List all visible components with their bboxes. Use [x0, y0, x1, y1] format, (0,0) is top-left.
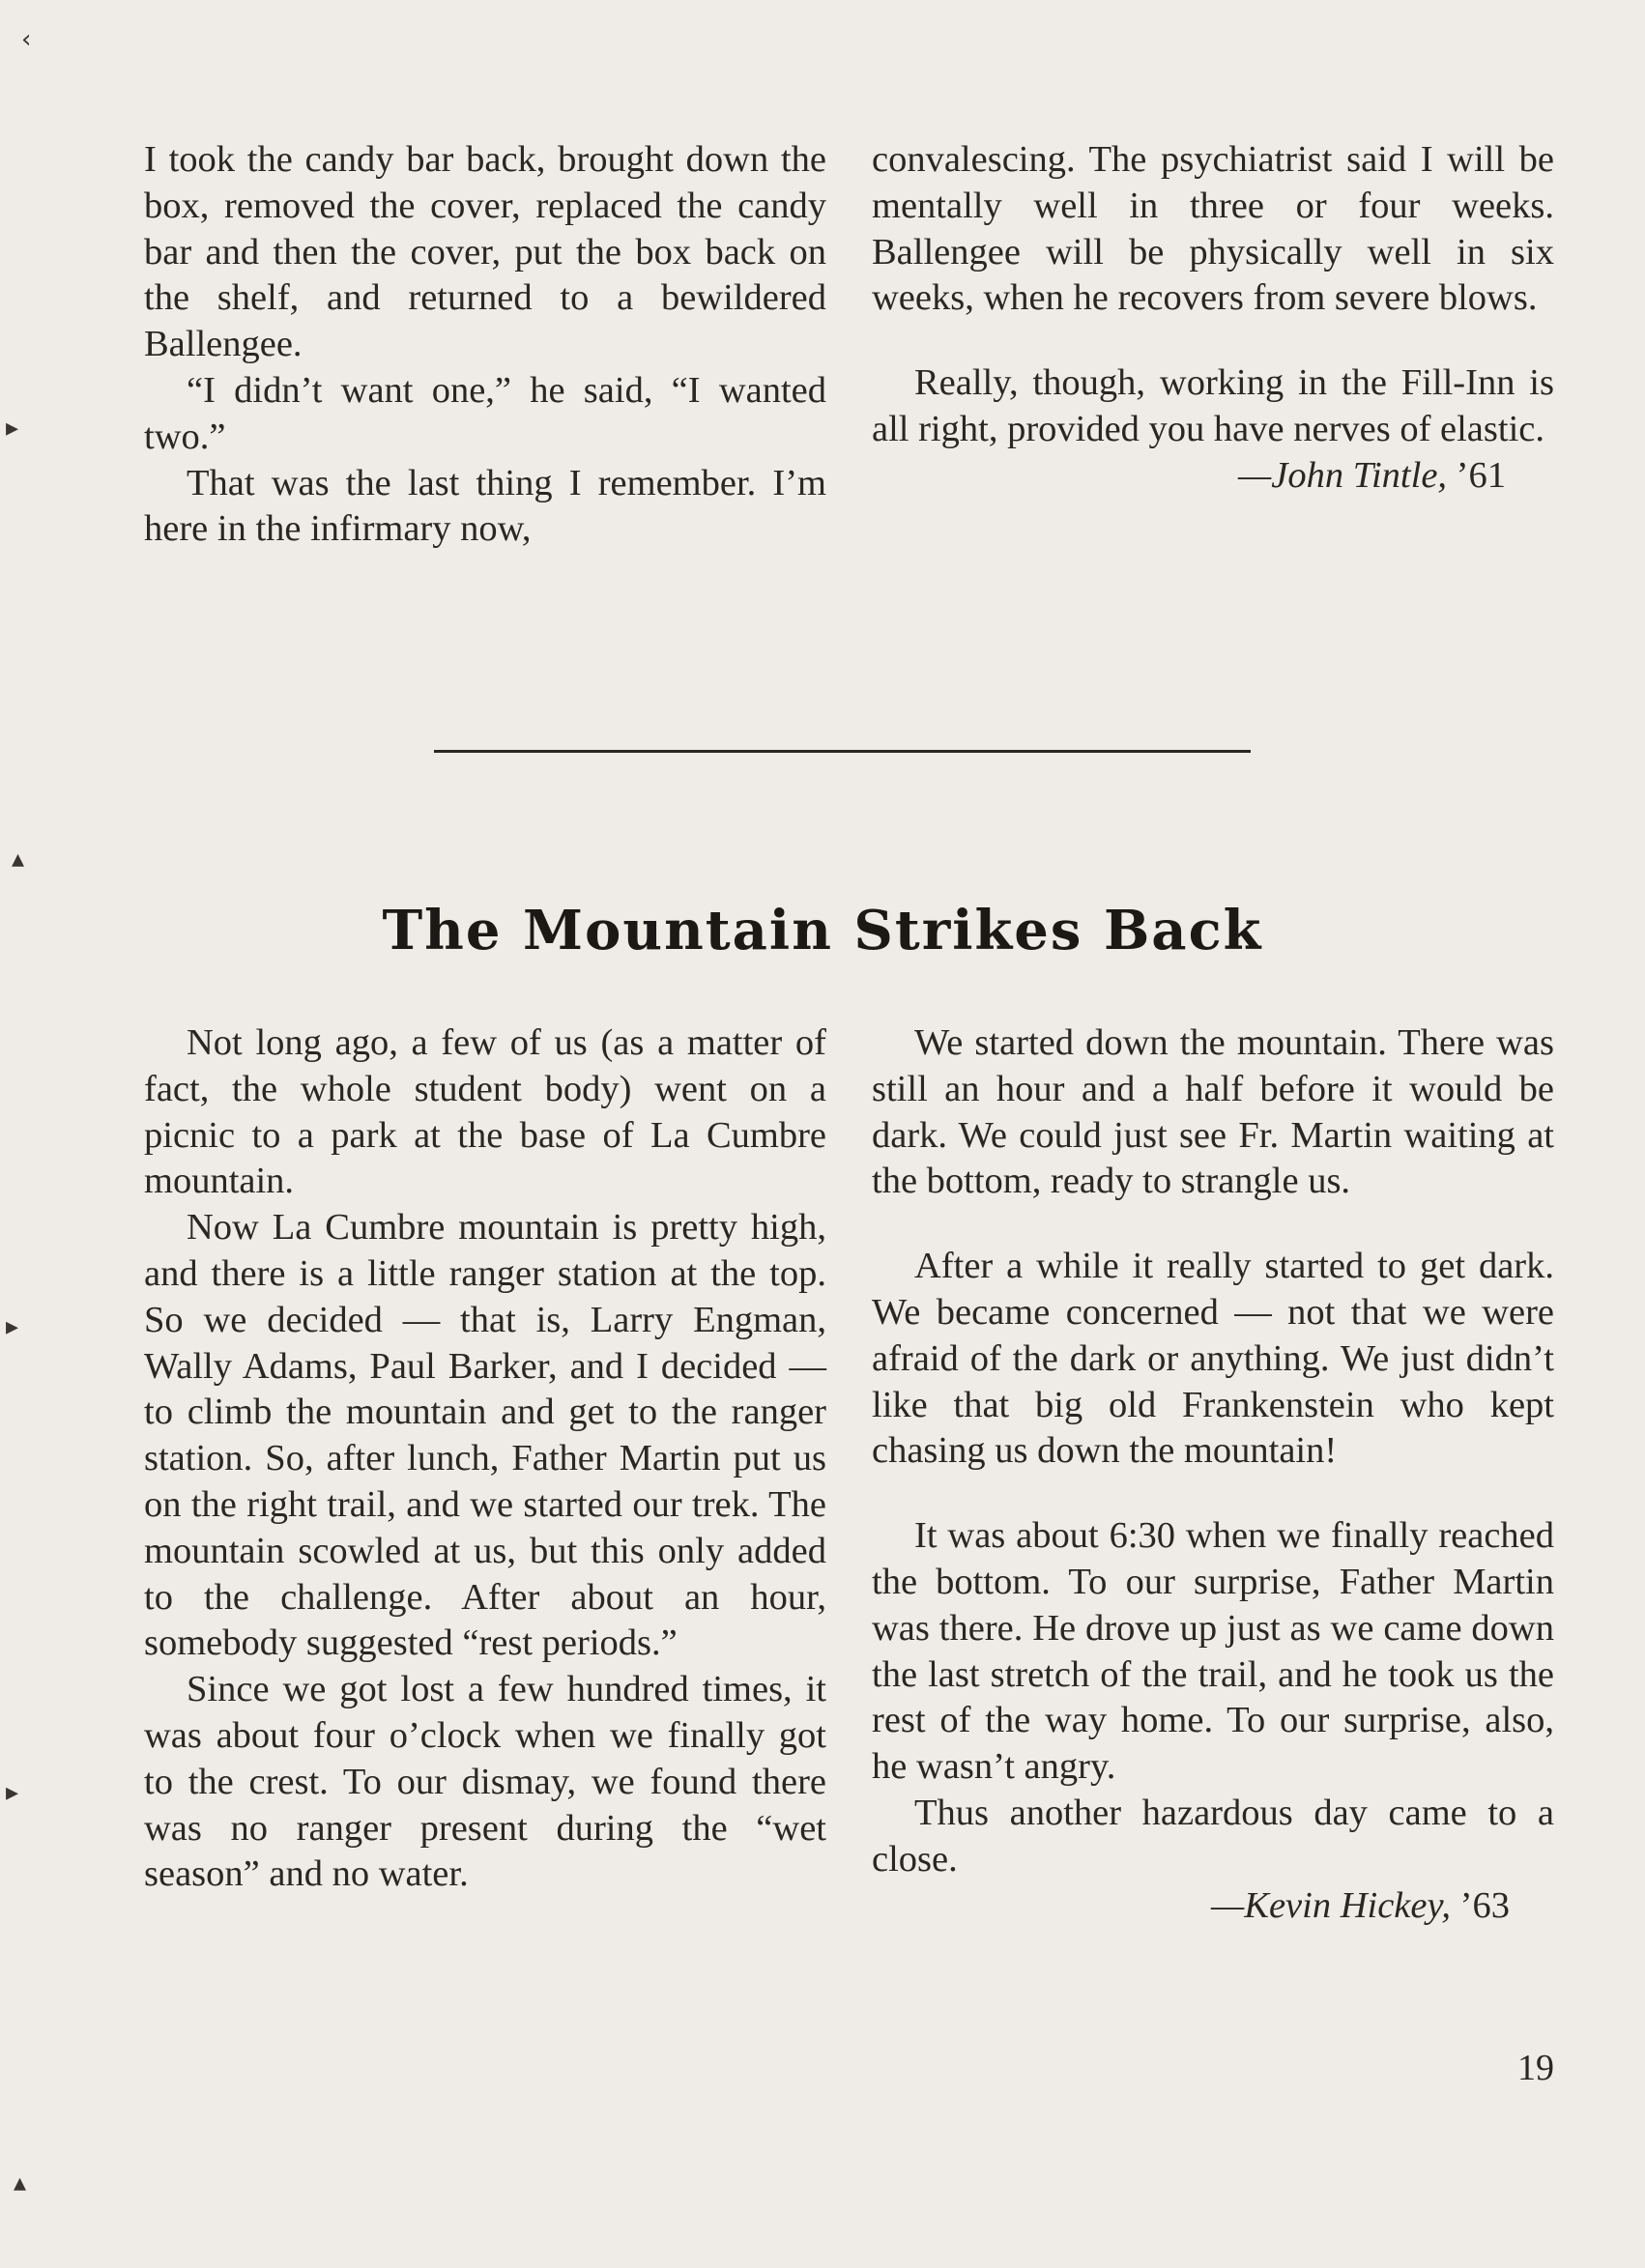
story1-paragraph: convalescing. The psychiatrist said I will be mentally well in three or four weeks. Ballengee will be physically well in six weeks, when he recovers from severe blows.: [872, 139, 1554, 319]
story2-paragraph: Thus another hazardous day came to a close.: [872, 1792, 1554, 1880]
story1-paragraph: That was the last thing I remember. I’m here in the infirmary now,: [144, 462, 826, 550]
story1-left-column: [144, 137, 826, 553]
story1-author: —John Tintle,: [1238, 454, 1448, 496]
section-divider: [434, 750, 1251, 753]
story1-paragraph: Really, though, working in the Fill-Inn is all right, provided you have nerves of elastic.: [872, 362, 1554, 449]
margin-mark-1: ▸: [6, 414, 19, 443]
story2-paragraph: Not long ago, a few of us (as a matter of fact, the whole student body) went on a picnic to a park at the base of La Cumbre mountain.: [144, 1022, 826, 1202]
story2-paragraph: Now La Cumbre mountain is pretty high, and there is a little ranger station at the top. So we decided — that is, Larry Engman, Wally Adams, Paul Barker, and I decided — to climb the mountain and get to the ranger station. So, after lunch, Father Martin put us on the right trail, and we started our trek. The mountain scowled at us, but this only added to the challenge. After about an hour, somebody suggested “rest periods.”: [144, 1207, 826, 1664]
margin-mark-4: ▸: [6, 1778, 19, 1807]
story2-year: ’63: [1459, 1884, 1510, 1926]
margin-mark-2: ▴: [12, 845, 25, 874]
story1-paragraph: I took the candy bar back, brought down the box, removed the cover, replaced the candy bar and then the cover, put the box back on the shelf, and returned to a bewildered Ballengee.: [144, 139, 826, 365]
story2-paragraph: Since we got lost a few hundred times, it was about four o’clock when we finally got to the crest. To our dismay, we found there was no ranger present during the “wet season” and no water.: [144, 1669, 826, 1895]
story2-right-column: [872, 1020, 1554, 1929]
story2-paragraph: It was about 6:30 when we finally reached the bottom. To our surprise, Father Martin was there. He drove up just as we came down the last stretch of the trail, and he took us the rest of the way home. To our surprise, also, he wasn’t angry.: [872, 1515, 1554, 1788]
margin-mark-top: ‹: [21, 25, 32, 54]
page-number: 19: [1517, 2048, 1554, 2088]
margin-mark-3: ▸: [6, 1312, 19, 1341]
margin-mark-5: ▴: [14, 2168, 27, 2197]
story1-paragraph: “I didn’t want one,” he said, “I wanted two.”: [144, 369, 826, 457]
story2-author: —Kevin Hickey,: [1211, 1884, 1452, 1926]
story2-left-column: [144, 1020, 826, 1898]
story2-paragraph: After a while it really started to get dark. We became concerned — not that we were afraid of the dark or anything. We just didn’t like that big old Frankenstein who kept chasing us down the mountain!: [872, 1246, 1554, 1472]
story2-byline: [872, 1883, 1554, 1930]
story2-paragraph: We started down the mountain. There was still an hour and a half before it would be dark. We could just see Fr. Martin waiting at the bottom, ready to strangle us.: [872, 1022, 1554, 1202]
story1-right-column: [872, 137, 1554, 500]
story1-byline: [872, 453, 1554, 500]
story1-year: ’61: [1456, 454, 1506, 496]
story2-title: The Mountain Strikes Back: [382, 899, 1263, 962]
